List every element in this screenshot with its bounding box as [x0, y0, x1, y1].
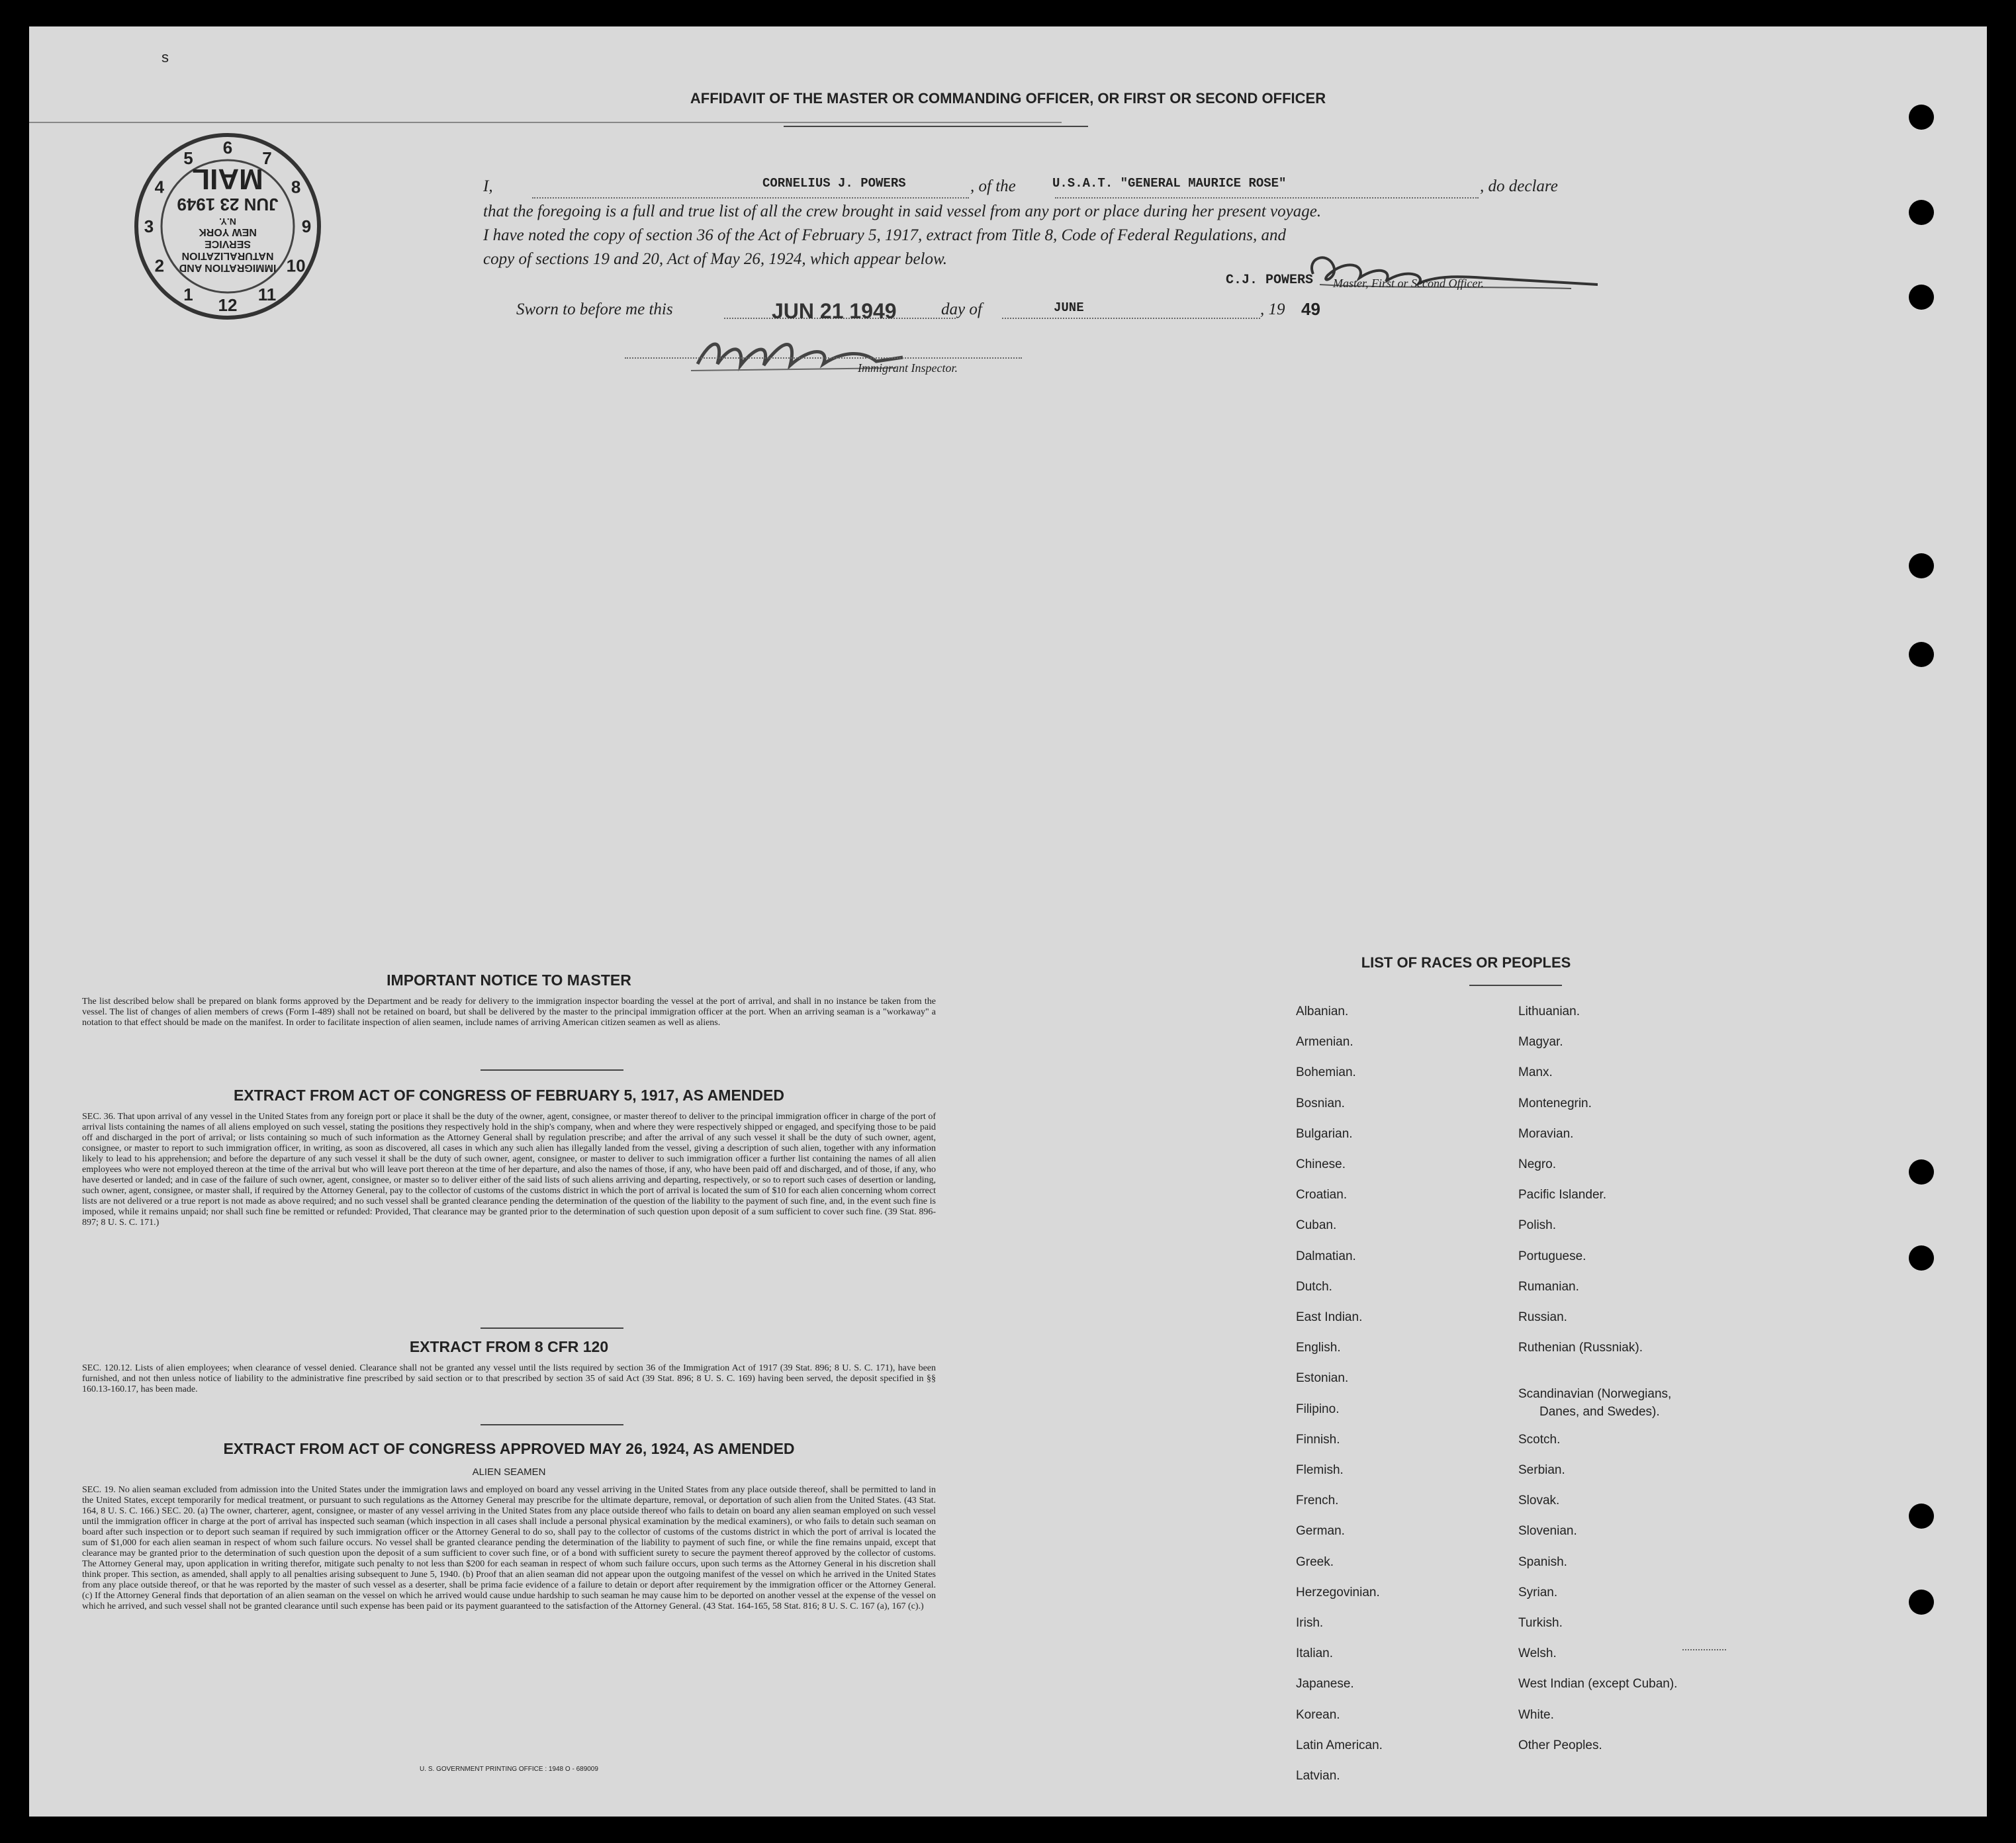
- race-item: Albanian.: [1296, 1005, 1349, 1018]
- stamp-clock-numeral: 2: [154, 255, 165, 276]
- page-mark: s: [161, 49, 169, 66]
- heading-short-rule: [784, 126, 1088, 127]
- day-of-label: day of: [941, 300, 982, 318]
- stamp-line-4: NEW YORK: [199, 226, 257, 238]
- heading-rule: [29, 122, 1062, 123]
- race-item: Moravian.: [1518, 1126, 1574, 1141]
- punch-hole: [1909, 553, 1934, 578]
- inspector-caption: Immigrant Inspector.: [858, 361, 958, 375]
- stamp-clock-numeral: 1: [183, 285, 193, 305]
- race-item: Bulgarian.: [1296, 1126, 1353, 1141]
- year-field: 49: [1301, 299, 1320, 319]
- stamp-clock-numeral: 8: [291, 177, 301, 197]
- race-item: Greek.: [1296, 1554, 1334, 1569]
- extract-1924-title: EXTRACT FROM ACT OF CONGRESS APPROVED MAY 26, 1924, AS AMENDED: [223, 1440, 795, 1457]
- affidavit-body-line-1: that the foregoing is a full and true list of all the crew brought in said vessel from any port or place during her present voyage.: [483, 202, 1322, 220]
- race-item: White.: [1518, 1707, 1554, 1722]
- stamp-line-3: SERVICE: [205, 238, 251, 249]
- stamp-clock-numeral: 12: [218, 295, 238, 315]
- mail-stamp: [128, 127, 327, 326]
- race-item: Ruthenian (Russniak).: [1518, 1341, 1643, 1355]
- extract-1924-body: SEC. 19. No alien seaman excluded from admission into the United States under the immigration laws and employed on board any vessel arriving in the United States from any place outside thereof, shall be permitted to land in the United States, except temporarily for medical treatment, or pursuant to such regulations as the Attorney General may prescribe for the ultimate departure, removal, or deportation of such alien from the United States. (43 Stat. 164, 8 U. S. C. 166.) SEC. 20. (a) The owner, charterer, agent, consignee, or master of any vessel arriving in the United States from any place outside thereof who fails to detain on board any alien seaman employed on such vessel until the immigration officer in charge at the port of arrival has inspected such seaman (which inspection in all cases shall include a personal physical examination by the medical examiners), or who fails to detain such seaman on board after such inspection or to deport such seaman if required by such immigration officer or the Attorney General to do so, shall pay to the collector of customs of the customs district in which the port of arrival is located the sum of $1,000 for each alien seaman in respect of whom such failure occurs. No vessel shall be granted clearance pending the determination of the liability to payment of such fine, or while the fine remains unpaid, except that clearance may be granted prior to the determination of such question upon the deposit of a sum sufficient to cover such fine, or of a bond with sufficient surety to secure the payment thereof approved by the collector of customs. The Attorney General may, upon application in writing therefor, mitigate such penalty to not less than $200 for each seaman in respect of whom such failure occurs, upon such terms as the Attorney General in his discretion shall think proper. This section, as amended, shall apply to all penalties arising subsequent to June 5, 1940. (b) Proof that an alien seaman did not appear upon the outgoing manifest of the vessel on which he arrived in the United States from any place outside thereof, or that he was reported by the master of such vessel as a deserter, shall be prima facie evidence of a failure to detain or deport after requirement by the immigration officer or the Attorney General. (c) If the Attorney General finds that deportation of an alien seaman on the vessel on which he arrived would cause undue hardship to such seaman he may cause him to be deported on another vessel at the expense of the vessel on which he arrived, and such vessel shall not be granted clearance until such expense has been paid or its payment guaranteed to the satisfaction of the Attorney General. (43 Stat. 164-165, 58 Stat. 816; 8 U. S. C. 167 (a), 167 (c).): [82, 1485, 936, 1611]
- punch-hole: [1909, 1245, 1934, 1271]
- race-item: Flemish.: [1296, 1463, 1344, 1477]
- race-item: Irish.: [1296, 1616, 1324, 1630]
- race-item: Slovenian.: [1518, 1524, 1577, 1539]
- stamp-clock-numeral: 4: [154, 177, 165, 197]
- form-sheet: [29, 26, 1987, 1817]
- punch-hole: [1909, 105, 1934, 130]
- stamp-mail: MAIL: [192, 163, 263, 195]
- race-item: Turkish.: [1518, 1616, 1563, 1630]
- signature-caption: Master, First or Second Officer.: [1333, 277, 1484, 290]
- year-prefix: , 19: [1260, 300, 1285, 318]
- extract-1917-title: EXTRACT FROM ACT OF CONGRESS OF FEBRUARY 5, 1917, AS AMENDED: [234, 1087, 784, 1104]
- welsh-trail-dots: [1682, 1649, 1726, 1650]
- affidavit-body-line-3: copy of sections 19 and 20, Act of May 26, 1924, which appear below.: [483, 250, 948, 268]
- punch-hole: [1909, 285, 1934, 310]
- stamp-line-1: IMMIGRATION AND: [179, 262, 277, 273]
- race-item: Rumanian.: [1518, 1279, 1579, 1294]
- extract-1924-subtitle: ALIEN SEAMEN: [472, 1466, 546, 1478]
- race-item: Danes, and Swedes).: [1539, 1405, 1660, 1419]
- race-item: Polish.: [1518, 1218, 1557, 1233]
- race-item: Latin American.: [1296, 1738, 1383, 1752]
- punch-hole: [1909, 1590, 1934, 1615]
- races-title: LIST OF RACES OR PEOPLES: [1361, 954, 1571, 971]
- race-item: Serbian.: [1518, 1463, 1565, 1477]
- race-item: Lithuanian.: [1518, 1005, 1580, 1018]
- punch-hole: [1909, 642, 1934, 667]
- of-the-label: , of the: [970, 177, 1016, 195]
- vessel-name-line: [1055, 197, 1479, 199]
- race-item: Pacific Islander.: [1518, 1188, 1607, 1202]
- race-item: Japanese.: [1296, 1677, 1354, 1691]
- stamp-line-2: NATURALIZATION: [181, 250, 274, 261]
- notice-body: The list described below shall be prepared on blank forms approved by the Department and be ready for delivery to the immigration inspector boarding the vessel at the port of arrival, and shall in no instance be taken from the vessel. The list of changes of alien members of crews (Form I-489) shall not be retained on board, but shall be delivered by the master to the principal immigration officer at the port. When an arriving seaman is a "workaway" a notation to that effect should be made on the manifest. In order to facilitate inspection of alien seamen, include names of arriving American citizen seamen as well as aliens.: [82, 997, 936, 1028]
- stamp-date: JUN 23 1949: [177, 195, 279, 214]
- race-item: East Indian.: [1296, 1310, 1363, 1324]
- punch-hole: [1909, 1159, 1934, 1185]
- master-name-field: CORNELIUS J. POWERS: [762, 176, 906, 191]
- race-item: Dalmatian.: [1296, 1249, 1356, 1263]
- mail-stamp-graphic: [128, 127, 327, 326]
- sworn-label: Sworn to before me this: [516, 300, 673, 318]
- races-title-rule: [1469, 985, 1562, 986]
- extract-cfr-body: SEC. 120.12. Lists of alien employees; when clearance of vessel denied. Clearance shall not be granted any vessel until the lists required by section 36 of the Immigration Act of 1917 (39 Stat. 896; 8 U. S. C. 171), have been furnished, and not then unless notice of liability to the administrative fine prescribed by said section or to that prescribed by section 35 of said Act (39 Stat. 896; 8 U. S. C. 169) having been served, the deposit specified in §§ 160.13-160.17, has been made.: [82, 1363, 936, 1394]
- race-item: Finnish.: [1296, 1432, 1340, 1447]
- race-item: Spanish.: [1518, 1554, 1567, 1569]
- stamp-clock-numeral: 6: [222, 138, 233, 157]
- race-item: Croatian.: [1296, 1188, 1348, 1202]
- race-item: Filipino.: [1296, 1402, 1340, 1416]
- stamp-clock-numeral: 3: [144, 216, 154, 236]
- signature-typed: C.J. POWERS: [1226, 273, 1314, 288]
- section-divider: [481, 1424, 623, 1425]
- month-field: JUNE: [1054, 300, 1084, 315]
- do-declare-label: , do declare: [1480, 177, 1558, 195]
- race-item: Welsh.: [1518, 1646, 1557, 1661]
- race-item: West Indian (except Cuban).: [1518, 1677, 1678, 1691]
- race-item: Magyar.: [1518, 1035, 1563, 1050]
- stamp-clock-numeral: 5: [183, 148, 193, 168]
- race-item: Herzegovinian.: [1296, 1585, 1380, 1599]
- sworn-date-stamp: JUN 21 1949: [772, 299, 897, 323]
- race-item: Manx.: [1518, 1065, 1553, 1080]
- master-name-line: [532, 197, 969, 199]
- extract-cfr-title: EXTRACT FROM 8 CFR 120: [409, 1338, 609, 1355]
- punch-hole: [1909, 1504, 1934, 1529]
- race-item: Slovak.: [1518, 1494, 1560, 1508]
- race-item: Cuban.: [1296, 1218, 1337, 1233]
- race-item: Dutch.: [1296, 1279, 1332, 1294]
- race-item: Korean.: [1296, 1707, 1340, 1722]
- race-item: Bosnian.: [1296, 1096, 1345, 1110]
- race-item: Russian.: [1518, 1310, 1567, 1324]
- race-item: Scotch.: [1518, 1432, 1561, 1447]
- printing-office-imprint: U. S. GOVERNMENT PRINTING OFFICE : 1948 O - 689009: [420, 1766, 598, 1773]
- race-item: Other Peoples.: [1518, 1738, 1602, 1752]
- month-line: [1002, 318, 1260, 319]
- race-item: Chinese.: [1296, 1157, 1346, 1171]
- section-divider: [481, 1069, 623, 1071]
- affidavit-body-line-2: I have noted the copy of section 36 of the Act of February 5, 1917, extract from Title 8, Code of Federal Regulations, and: [483, 226, 1286, 244]
- section-divider: [481, 1327, 623, 1329]
- race-item: Bohemian.: [1296, 1065, 1356, 1080]
- stamp-clock-numeral: 9: [301, 216, 312, 236]
- race-item: Portuguese.: [1518, 1249, 1586, 1263]
- i-label: I,: [483, 177, 493, 195]
- race-item: English.: [1296, 1341, 1341, 1355]
- race-item: Armenian.: [1296, 1035, 1353, 1050]
- vessel-name-field: U.S.A.T. "GENERAL MAURICE ROSE": [1052, 176, 1287, 191]
- race-item: Italian.: [1296, 1646, 1333, 1661]
- race-item: Scandinavian (Norwegians,: [1518, 1386, 1672, 1401]
- race-item: Negro.: [1518, 1157, 1557, 1171]
- affidavit-heading: AFFIDAVIT OF THE MASTER OR COMMANDING OFFICER, OR FIRST OR SECOND OFFICER: [690, 90, 1326, 107]
- race-item: Estonian.: [1296, 1371, 1349, 1386]
- stamp-clock-numeral: 7: [262, 148, 272, 168]
- extract-1917-body: SEC. 36. That upon arrival of any vessel in the United States from any foreign port or place it shall be the duty of the owner, agent, consignee, or master thereof to deliver to the principal immigration officer in charge of the port of arrival lists containing the names of all aliens employed on such vessel, stating the positions they respectively hold in the ship's company, when and where they were respectively shipped or engaged, and specifying those to be paid off and discharged in the port of arrival; or lists containing so much of such information as the Attorney General shall by regulation prescribe; and after the arrival of any such vessel it shall be the duty of such owner, agent, consignee, or master to report to such immigration officer, in writing, as soon as discovered, all cases in which any such alien has illegally landed from the vessel, giving a description of such alien, together with any information likely to lead to his apprehension; and before the departure of any such vessel it shall be the duty of such owner, agent, consignee, or master to deliver to such immigration officer a further list containing the names of all alien employees who were not employed thereon at the time of the arrival but who will leave port thereon at the time of her departure, and also the names of those, if any, who have been paid off and discharged, and of those, if any, who have deserted or landed; and in case of the failure of such owner, agent, consignee, or master so to deliver either of the said lists of such aliens arriving and departing, respectively, or so to report such cases of desertion or landing, such owner, agent, consignee, or master shall, if required by the Attorney General, pay to the collector of customs of the customs district in which the port of arrival is located the sum of $10 for each alien concerning whom correct lists are not delivered or a true report is not made as above required; and no such vessel shall be granted clearance pending the determination of the question of the liability to the payment of such fine, and, in the event such fine is imposed, while it remains unpaid; nor shall such fine be remitted or refunded: Provided, That clearance may be granted prior to the determination of such question upon deposit of a sum sufficient to cover such fine. (39 Stat. 896-897; 8 U. S. C. 171.): [82, 1112, 936, 1228]
- inspector-line: [625, 357, 1022, 359]
- race-item: French.: [1296, 1494, 1339, 1508]
- race-item: German.: [1296, 1524, 1345, 1539]
- stamp-clock-numeral: 11: [257, 285, 277, 305]
- race-item: Latvian.: [1296, 1769, 1340, 1783]
- race-item: Montenegrin.: [1518, 1096, 1592, 1110]
- stamp-line-5: N.Y.: [219, 216, 236, 227]
- inspector-signature: [678, 318, 916, 390]
- race-item: Syrian.: [1518, 1585, 1558, 1599]
- punch-hole: [1909, 200, 1934, 225]
- stamp-clock-numeral: 10: [286, 255, 306, 276]
- notice-title: IMPORTANT NOTICE TO MASTER: [387, 971, 631, 989]
